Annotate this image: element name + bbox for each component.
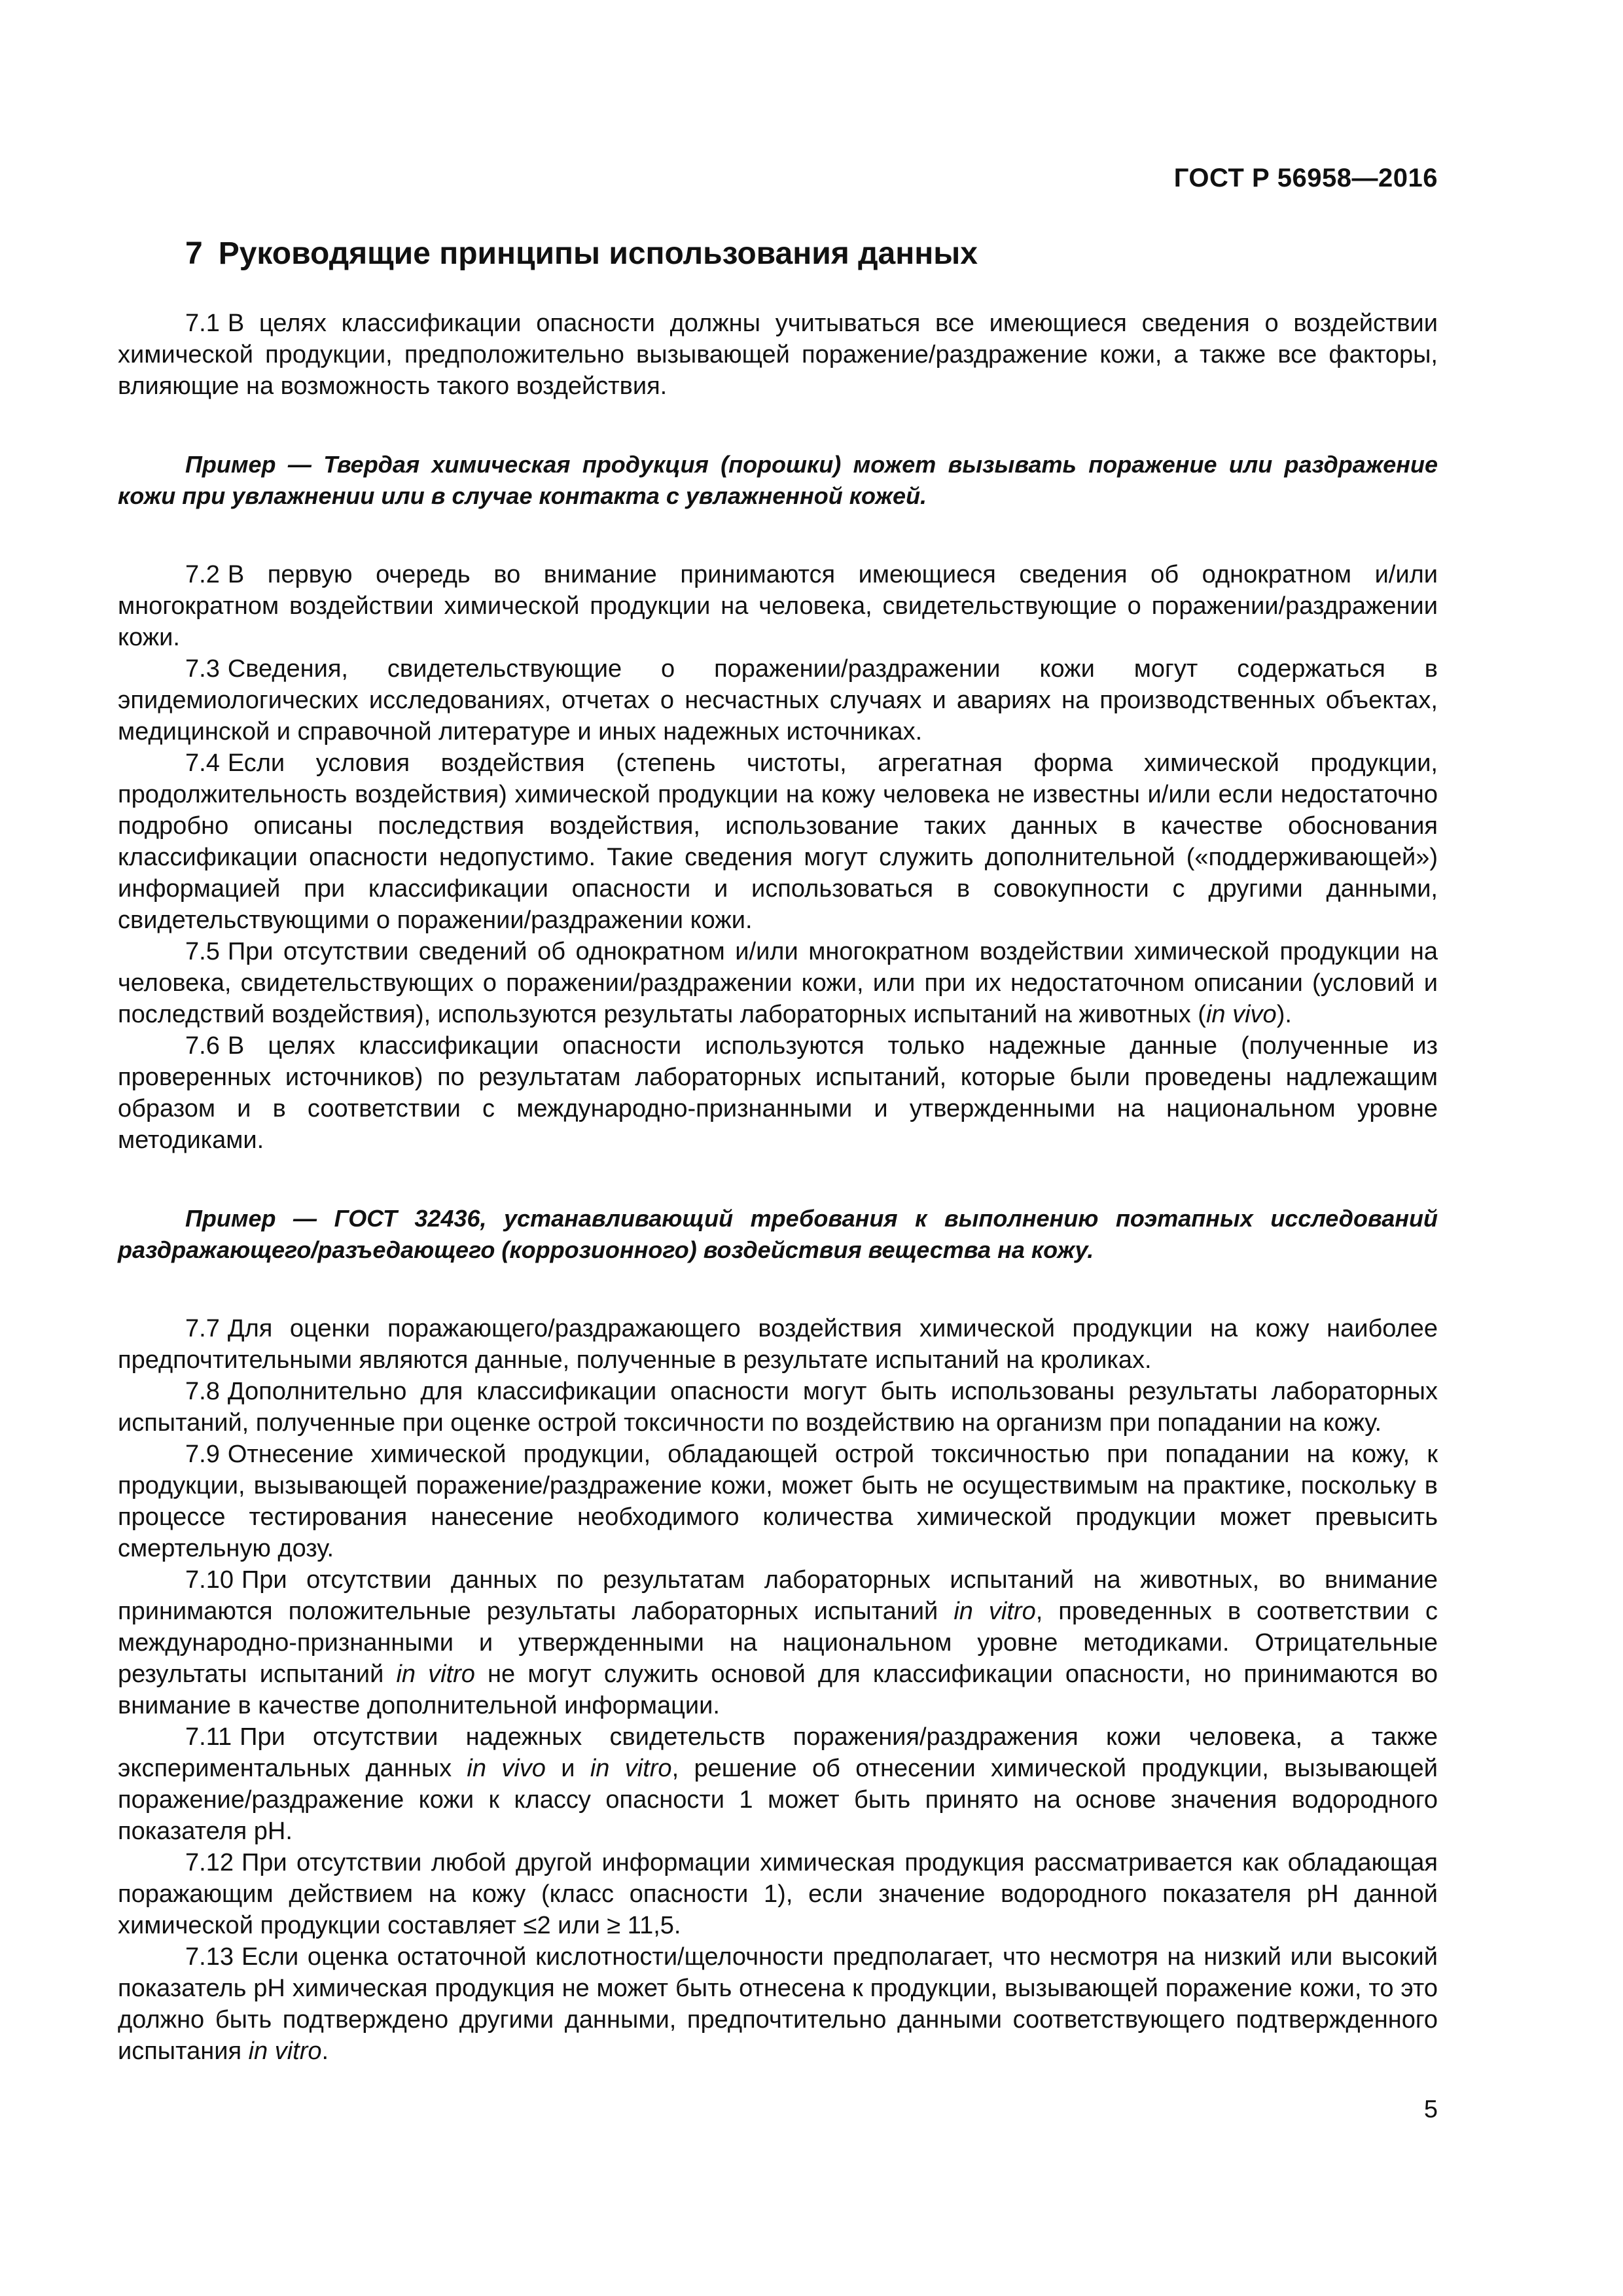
- paragraph-7-1: 7.1 В целях классификации опасности должны учитываться все имеющиеся сведения о воздействии химической продукции, предположительно вызывающей поражение/раздражение кожи, а также все факторы, влияющие на возможность такого воздействия.: [118, 310, 1438, 400]
- page-number: 5: [1423, 2096, 1438, 2123]
- document-body: [118, 308, 1438, 2067]
- paragraph-7-6: 7.6 В целях классификации опасности используются только надежные данные (полученные из проверенных источников) по результатам лабораторных испытаний, которые были проведены надлежащим образом и в соответствии с международно-признанными и утвержденными на национальном уровне методиками.: [118, 1032, 1438, 1154]
- paragraph-7-11: 7.11 При отсутствии надежных свидетельств поражения/раздражения кожи человека, а также экспериментальных данных in vivo и in vitro, решение об отнесении химической продукции, вызывающей поражение/раздражение кожи к классу опасности 1 может быть принято на основе значения водородного показателя pH.: [118, 1723, 1438, 1845]
- paragraph-7-9: 7.9 Отнесение химической продукции, обладающей острой токсичностью при попадании на кожу, к продукции, вызывающей поражение/раздражение кожи, может быть не осуществимым на практике, поскольку в процессе тестирования нанесение необходимого количества химической продукции может превысить смертельную дозу.: [118, 1441, 1438, 1562]
- standard-number: ГОСТ Р 56958—2016: [1173, 164, 1438, 192]
- example-1: Пример — Твердая химическая продукция (порошки) может вызывать поражение или раздражение кожи при увлажнении или в случае контакта с увлажненной кожей.: [118, 451, 1438, 509]
- paragraph-7-13: 7.13 Если оценка остаточной кислотности/щелочности предполагает, что несмотря на низкий или высокий показатель pH химическая продукция не может быть отнесена к продукции, вызывающей поражение кожи, то это должно быть подтверждено другими данными, предпочтительно данными соответствующего подтвержденного испытания in vitro.: [118, 1943, 1438, 2065]
- example-2: Пример — ГОСТ 32436, устанавливающий требования к выполнению поэтапных исследований раздражающего/разъедающего (коррозионного) воздействия вещества на кожу.: [118, 1205, 1438, 1263]
- paragraph-7-8: 7.8 Дополнительно для классификации опасности могут быть использованы результаты лабораторных испытаний, полученные при оценке острой токсичности по воздействию на организм при попадании на кожу.: [118, 1378, 1438, 1437]
- section-number: 7: [185, 236, 203, 271]
- paragraph-7-5: 7.5 При отсутствии сведений об однократном и/или многократном воздействии химической продукции на человека, свидетельствующих о поражении/раздражении кожи, или при их недостаточном описании (условий и последствий воздействия), используются результаты лабораторных испытаний на животных (in vivo).: [118, 938, 1438, 1028]
- paragraph-7-4: 7.4 Если условия воздействия (степень чистоты, агрегатная форма химической продукции, продолжительность воздействия) химической продукции на кожу человека не известны и/или если недостаточно подробно описаны последствия воздействия, использование таких данных в качестве обоснования классификации опасности недопустимо. Такие сведения могут служить дополнительной («поддерживающей») информацией при классификации опасности и использоваться в совокупности с другими данными, свидетельствующими о поражении/раздражении кожи.: [118, 749, 1438, 934]
- paragraph-7-7: 7.7 Для оценки поражающего/раздражающего воздействия химической продукции на кожу наиболее предпочтительными являются данные, полученные в результате испытаний на кроликах.: [118, 1315, 1438, 1374]
- section-heading: [185, 236, 978, 272]
- section-title: Руководящие принципы использования данных: [218, 236, 978, 271]
- paragraph-7-12: 7.12 При отсутствии любой другой информации химическая продукция рассматривается как обладающая поражающим действием на кожу (класс опасности 1), если значение водородного показателя pH данной химической продукции составляет ≤2 или ≥ 11,5.: [118, 1849, 1438, 1939]
- paragraph-7-10: 7.10 При отсутствии данных по результатам лабораторных испытаний на животных, во внимание принимаются положительные результаты лабораторных испытаний in vitro, проведенных в соответствии с международно-признанными и утвержденными на национальном уровне методиками. Отрицательные результаты испытаний in vitro не могут служить основой для классификации опасности, но принимаются во внимание в качестве дополнительной информации.: [118, 1566, 1438, 1719]
- paragraph-7-2: 7.2 В первую очередь во внимание принимаются имеющиеся сведения об однократном и/или многократном воздействии химической продукции на человека, свидетельствующие о поражении/раздражении кожи.: [118, 561, 1438, 651]
- paragraph-7-3: 7.3 Сведения, свидетельствующие о поражении/раздражении кожи могут содержаться в эпидемиологических исследованиях, отчетах о несчастных случаях и авариях на производственных объектах, медицинской и справочной литературе и иных надежных источниках.: [118, 655, 1438, 745]
